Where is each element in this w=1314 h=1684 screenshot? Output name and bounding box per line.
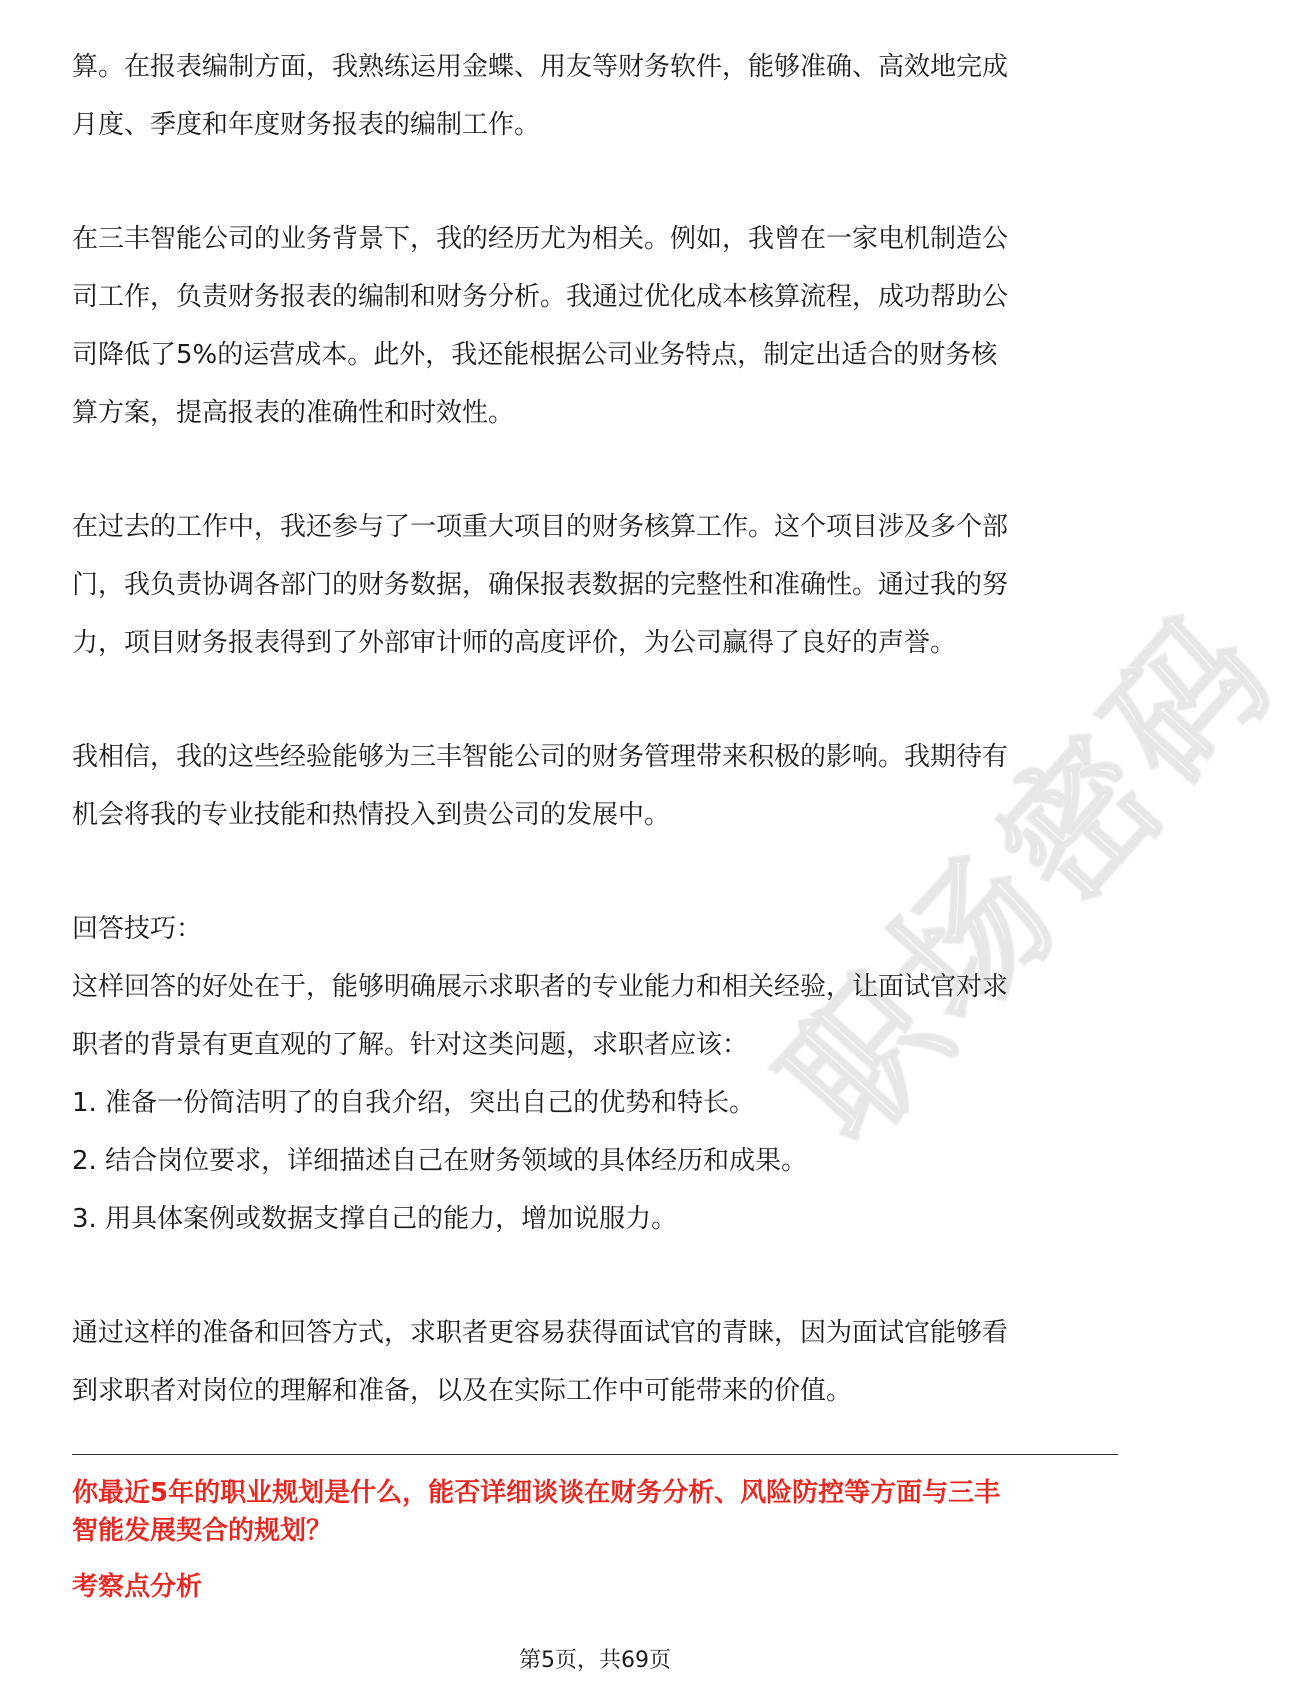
text-line: 这样回答的好处在于，能够明确展示求职者的专业能力和相关经验，让面试官对求 [72, 972, 1009, 1002]
text-line: 在过去的工作中，我还参与了一项重大项目的财务核算工作。这个项目涉及多个部 [72, 512, 1009, 542]
text-line: 到求职者对岗位的理解和准备，以及在实际工作中可能带来的价值。 [72, 1376, 853, 1406]
list-item: 1. 准备一份简洁明了的自我介绍，突出自己的优势和特长。 [72, 1088, 756, 1118]
text-line: 在三丰智能公司的业务背景下，我的经历尤为相关。例如，我曾在一家电机制造公 [72, 224, 1009, 254]
list-item: 2. 结合岗位要求，详细描述自己在财务领域的具体经历和成果。 [72, 1146, 808, 1176]
answer-tips [72, 900, 1118, 1248]
body-content [72, 38, 1118, 1420]
question-line: 你最近5年的职业规划是什么，能否详细谈谈在财务分析、风险防控等方面与三丰 [72, 1478, 1001, 1508]
paragraph [72, 38, 1118, 154]
text-line: 司工作，负责财务报表的编制和财务分析。我通过优化成本核算流程，成功帮助公 [72, 282, 1009, 312]
text-line: 算。在报表编制方面，我熟练运用金蝶、用友等财务软件，能够准确、高效地完成 [72, 52, 1009, 82]
text-line: 力，项目财务报表得到了外部审计师的高度评价，为公司赢得了良好的声誉。 [72, 628, 957, 658]
paragraph [72, 1304, 1118, 1420]
tips-heading: 回答技巧： [72, 914, 203, 944]
text-line: 门，我负责协调各部门的财务数据，确保报表数据的完整性和准确性。通过我的努 [72, 570, 1009, 600]
paragraph [72, 210, 1118, 442]
paragraph [72, 498, 1118, 672]
list-item: 3. 用具体案例或数据支撑自己的能力，增加说服力。 [72, 1204, 678, 1234]
text-line: 算方案，提高报表的准确性和时效性。 [72, 398, 515, 428]
question-line: 智能发展契合的规划？ [72, 1516, 333, 1546]
page-number: 第5页，共69页 [519, 1648, 671, 1673]
watermark: 职场密码 [751, 581, 1310, 1174]
section-heading: 考察点分析 [72, 1572, 203, 1602]
text-line: 机会将我的专业技能和热情投入到贵公司的发展中。 [72, 800, 671, 830]
text-line: 职者的背景有更直观的了解。针对这类问题，求职者应该： [72, 1030, 749, 1060]
paragraph [72, 728, 1118, 844]
interview-question [72, 1474, 1118, 1550]
text-line: 月度、季度和年度财务报表的编制工作。 [72, 110, 541, 140]
text-line: 司降低了5%的运营成本。此外，我还能根据公司业务特点，制定出适合的财务核 [72, 340, 998, 370]
text-line: 通过这样的准备和回答方式，求职者更容易获得面试官的青睐，因为面试官能够看 [72, 1318, 1009, 1348]
text-line: 我相信，我的这些经验能够为三丰智能公司的财务管理带来积极的影响。我期待有 [72, 742, 1009, 772]
section-divider [72, 1454, 1118, 1455]
